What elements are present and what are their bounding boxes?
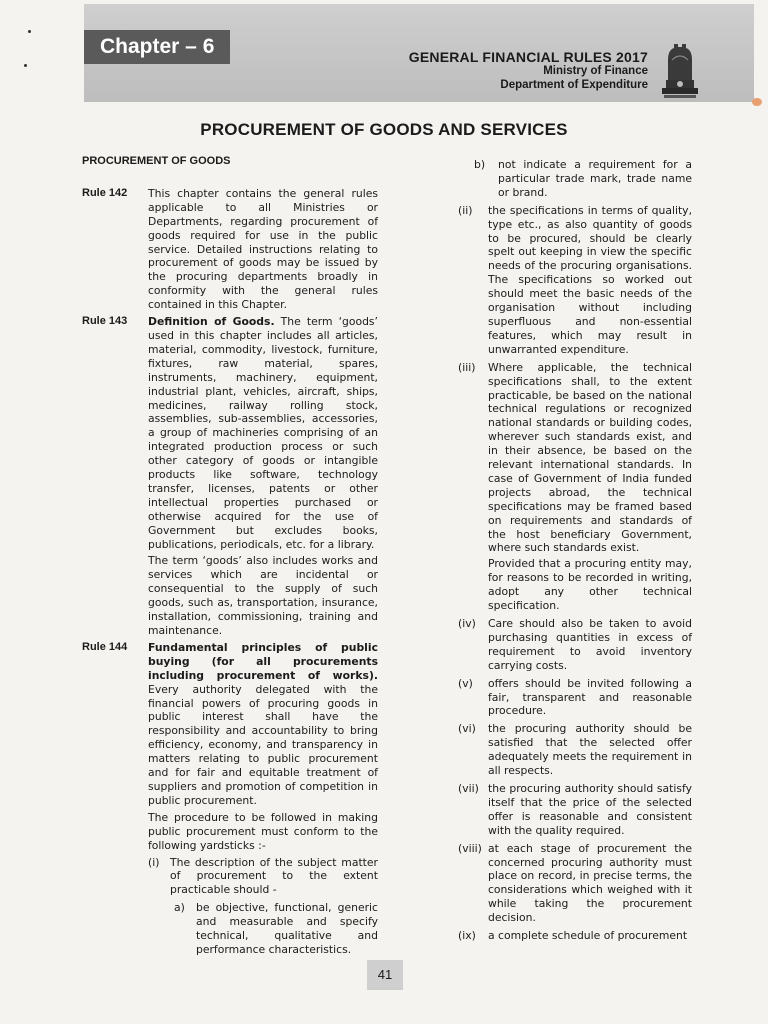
item-text: Care should also be taken to avoid purchasing quantities in excess of requirement to avoid inventory carrying costs. [488,617,692,672]
item-label [458,557,488,613]
rule-body [148,187,378,315]
scan-speck [752,98,762,106]
rule-body [148,315,378,641]
rule-number: Rule 144 [82,640,128,653]
item-label: (vii) [458,781,479,795]
rule-body [148,641,378,961]
rule-text: The term ‘goods’ used in this chapter includes all articles, material, commodity, livestock, furniture, fixtures, raw material, spares, instruments, machinery, equipment, industrial plant, vehicles, aircraft, ships, medicines, railway rolling stock, assemblies, sub-assemblies, accessories, a group of machineries comprising of an integrated production process or such other category of goods or intangible products like software, technology transfer, licenses, patents or other intellectual properties purchased or otherwise acquired for the use of Government but excludes books, publications, periodicals, etc. for a library. [148,315,378,551]
item-label: a) [174,901,185,915]
item-text: Provided that a procuring entity may, for reasons to be recorded in writing, adopt any other technical specification. [488,557,692,613]
item-label: (iii) [458,360,476,374]
rule-heading: Definition of Goods. [148,315,275,329]
rule-text-2: The term ‘goods’ also includes works and services which are incidental or consequential to the supply of such goods, such as, transportation, insurance, installation, commissioning, training and maintenance. [148,554,378,637]
list-item [458,842,692,925]
list-item [148,901,378,957]
page-number: 41 [367,960,403,990]
item-label: (iv) [458,617,476,630]
header-titles [409,50,648,92]
rule-143 [82,315,378,641]
item-text: The description of the subject matter of procurement to the extent practicable should - [170,855,378,897]
item-label: (vi) [458,722,476,736]
item-label: (viii) [458,841,482,855]
rule-text-2: The procedure to be followed in making public procurement must conform to the following yardsticks :- [148,810,378,852]
page-title: PROCUREMENT OF GOODS AND SERVICES [200,120,568,139]
item-text: Where applicable, the technical specifications shall, to the extent practicable, be based on the national technical regulations or recognized national standards or building codes, wherever such standards exist, and in their absence, be based on the relevant international standards. In case of Government of India funded projects abroad, the technical specifications may be framed based on requirements and standards of the host beneficiary Government, where such standards exist. [488,360,692,555]
item-label: (i) [148,855,160,869]
book-title: GENERAL FINANCIAL RULES 2017 [408,49,648,65]
item-text: at each stage of procurement the concerned procuring authority must place on record, in precise terms, the considerations which weighed with it while taking the procurement decision. [488,841,692,925]
list-item [458,782,692,838]
item-label: (ix) [458,929,476,943]
list-item [458,557,692,613]
rule-number: Rule 142 [82,186,128,199]
rule-heading: Fundamental principles of public buying (for all procurements including procurement of works). [148,640,378,682]
chapter-label: Chapter – 6 [84,30,230,64]
item-text: a complete schedule of procurement [488,929,688,943]
list-item [148,856,378,898]
list-item [458,617,692,673]
item-text: the procuring authority should satisfy itself that the price of the selected offer is reasonable and consistent with the quality required. [488,781,692,837]
item-text: the specifications in terms of quality, type etc., as also quantity of goods to be procured, should be clearly spelt out keeping in view the specific needs of the procuring organisations. The specifications so worked out should meet the basic needs of the organisation without including superfluous and non-essential features, which may result in unwarranted expenditure. [488,203,692,356]
ministry-name: Ministry of Finance [543,65,648,77]
item-label: (v) [458,676,473,690]
list-item [458,677,692,719]
rule-number: Rule 143 [82,315,128,328]
item-text: the procuring authority should be satisfied that the selected offer adequately meets the requirement in all respects. [488,722,692,778]
rule-paragraph [148,641,378,808]
item-text: not indicate a requirement for a particular trade mark, trade name or brand. [498,158,692,199]
left-column [82,155,378,961]
rule-144 [82,641,378,961]
rule-text: Every authority delegated with the financial powers of procuring goods in public interest shall have the responsibility and accountability to bring efficiency, economy, and transparency in matters relating to public procurement and for fair and equitable treatment of suppliers and promotion of competition in public procurement. [148,682,378,807]
section-heading: PROCUREMENT OF GOODS [82,155,231,167]
item-text: be objective, functional, generic and measurable and specify technical, qualitative and performance characteristics. [196,901,378,956]
list-item [458,929,692,943]
item-label: (ii) [458,203,473,217]
national-emblem-icon [658,38,702,100]
list-item [452,158,692,200]
item-text: offers should be invited following a fair, transparent and reasonable procedure. [488,676,692,718]
rule-text: This chapter contains the general rules applicable to all Ministries or Departments, regarding procurement of goods required for use in the public service. Detailed instructions relating to procurement of goods may be issued by the procuring departments broadly in conformity with the general rules contained in this Chapter. [148,186,378,312]
scan-speck [24,64,27,67]
rule-paragraph [148,315,378,551]
scan-speck [28,30,31,33]
right-column [458,158,692,947]
list-item [458,204,692,357]
rule-142 [82,187,378,315]
item-label: b) [474,158,486,171]
department-name: Department of Expenditure [500,79,648,91]
list-item [458,722,692,778]
list-item [458,361,692,556]
